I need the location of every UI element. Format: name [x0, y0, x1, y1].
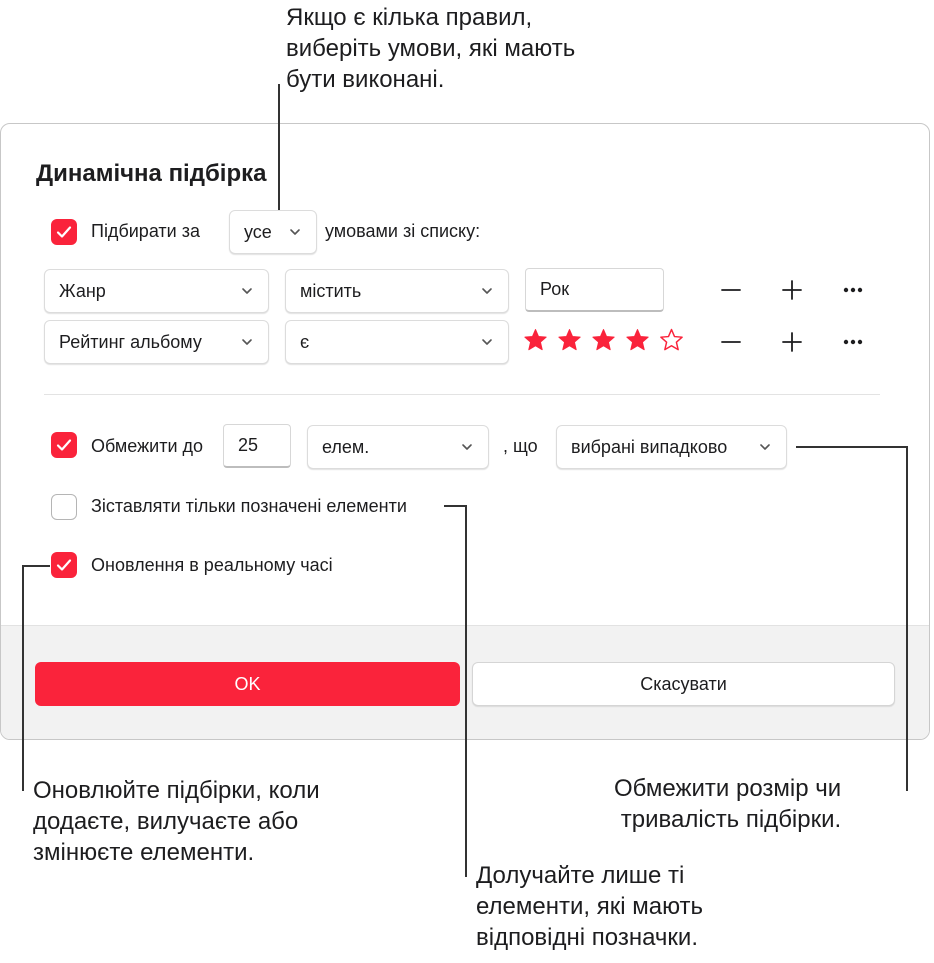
match-mode-select[interactable] [229, 210, 317, 254]
limit-selection-value: вибрані випадково [571, 436, 728, 457]
match-checkbox[interactable] [51, 219, 77, 245]
rule-2-rating[interactable] [523, 328, 684, 353]
rule-1-operator-select[interactable] [285, 269, 509, 313]
chevron-down-icon [480, 284, 494, 298]
leader-line-live-update-h [22, 565, 50, 567]
rule-2-field-value: Рейтинг альбому [59, 331, 202, 352]
rule-1-more-button[interactable] [837, 274, 869, 306]
cancel-button[interactable]: Скасувати [472, 662, 895, 706]
star-filled-icon[interactable] [523, 328, 548, 353]
live-update-checkbox[interactable] [51, 552, 77, 578]
live-update-label: Оновлення в реальному часі [91, 555, 333, 575]
leader-line-live-update-v [22, 565, 24, 791]
match-checked-label: Зіставляти тільки позначені елементи [91, 496, 407, 516]
rule-1-field-value: Жанр [59, 280, 106, 301]
limit-unit-value: елем. [322, 436, 370, 457]
rule-2-more-button[interactable] [837, 326, 869, 358]
chevron-down-icon [758, 440, 772, 454]
match-checked-checkbox[interactable] [51, 494, 77, 520]
plus-icon [782, 280, 802, 300]
leader-line-conditions [278, 84, 280, 210]
rule-1-add-button[interactable] [776, 274, 808, 306]
limit-connector-label: , що [503, 436, 538, 456]
more-icon [843, 339, 863, 345]
rule-1-operator-value: містить [300, 280, 362, 301]
chevron-down-icon [460, 440, 474, 454]
star-filled-icon[interactable] [625, 328, 650, 353]
limit-selection-select[interactable] [556, 425, 787, 469]
limit-checkbox[interactable] [51, 432, 77, 458]
rule-1-value-input[interactable]: Рок [525, 268, 664, 312]
ok-button[interactable]: OK [35, 662, 460, 706]
leader-line-limit-v [906, 446, 908, 791]
section-divider [44, 394, 880, 395]
chevron-down-icon [240, 284, 254, 298]
rule-2-field-select[interactable] [44, 320, 269, 364]
callout-checked-items: Долучайте лише ті елементи, які мають відповідні позначки. [476, 862, 704, 951]
minus-icon [721, 280, 741, 300]
checkmark-icon [56, 558, 72, 572]
chevron-down-icon [240, 335, 254, 349]
star-empty-icon[interactable] [659, 328, 684, 353]
rule-1-remove-button[interactable] [715, 274, 747, 306]
plus-icon [782, 332, 802, 352]
limit-unit-select[interactable] [307, 425, 489, 469]
star-filled-icon[interactable] [591, 328, 616, 353]
callout-conditions: Якщо є кілька правил, виберіть умови, які мають бути виконані. [286, 4, 576, 93]
more-icon [843, 287, 863, 293]
limit-value-input[interactable]: 25 [223, 424, 291, 468]
checkmark-icon [56, 438, 72, 452]
limit-label: Обмежити до [91, 436, 204, 456]
rule-2-add-button[interactable] [776, 326, 808, 358]
minus-icon [721, 332, 741, 352]
star-filled-icon[interactable] [557, 328, 582, 353]
match-prefix-label: Підбирати за [91, 221, 200, 241]
chevron-down-icon [288, 225, 302, 239]
leader-line-checked-v [465, 505, 467, 877]
rule-1-field-select[interactable] [44, 269, 269, 313]
chevron-down-icon [480, 335, 494, 349]
rule-2-remove-button[interactable] [715, 326, 747, 358]
rule-2-operator-select[interactable] [285, 320, 509, 364]
leader-line-checked-h [444, 505, 466, 507]
match-suffix-label: умовами зі списку: [325, 221, 481, 241]
rule-2-operator-value: є [300, 331, 310, 352]
dialog-title: Динамічна підбірка [36, 160, 267, 187]
checkmark-icon [56, 225, 72, 239]
match-mode-value: усе [244, 221, 272, 242]
callout-live-update: Оновлюйте підбірки, коли додаєте, вилучаєте або змінюєте елементи. [33, 777, 320, 866]
leader-line-limit-h [796, 446, 907, 448]
callout-limit: Обмежити розмір чи тривалість підбірки. [614, 775, 842, 833]
